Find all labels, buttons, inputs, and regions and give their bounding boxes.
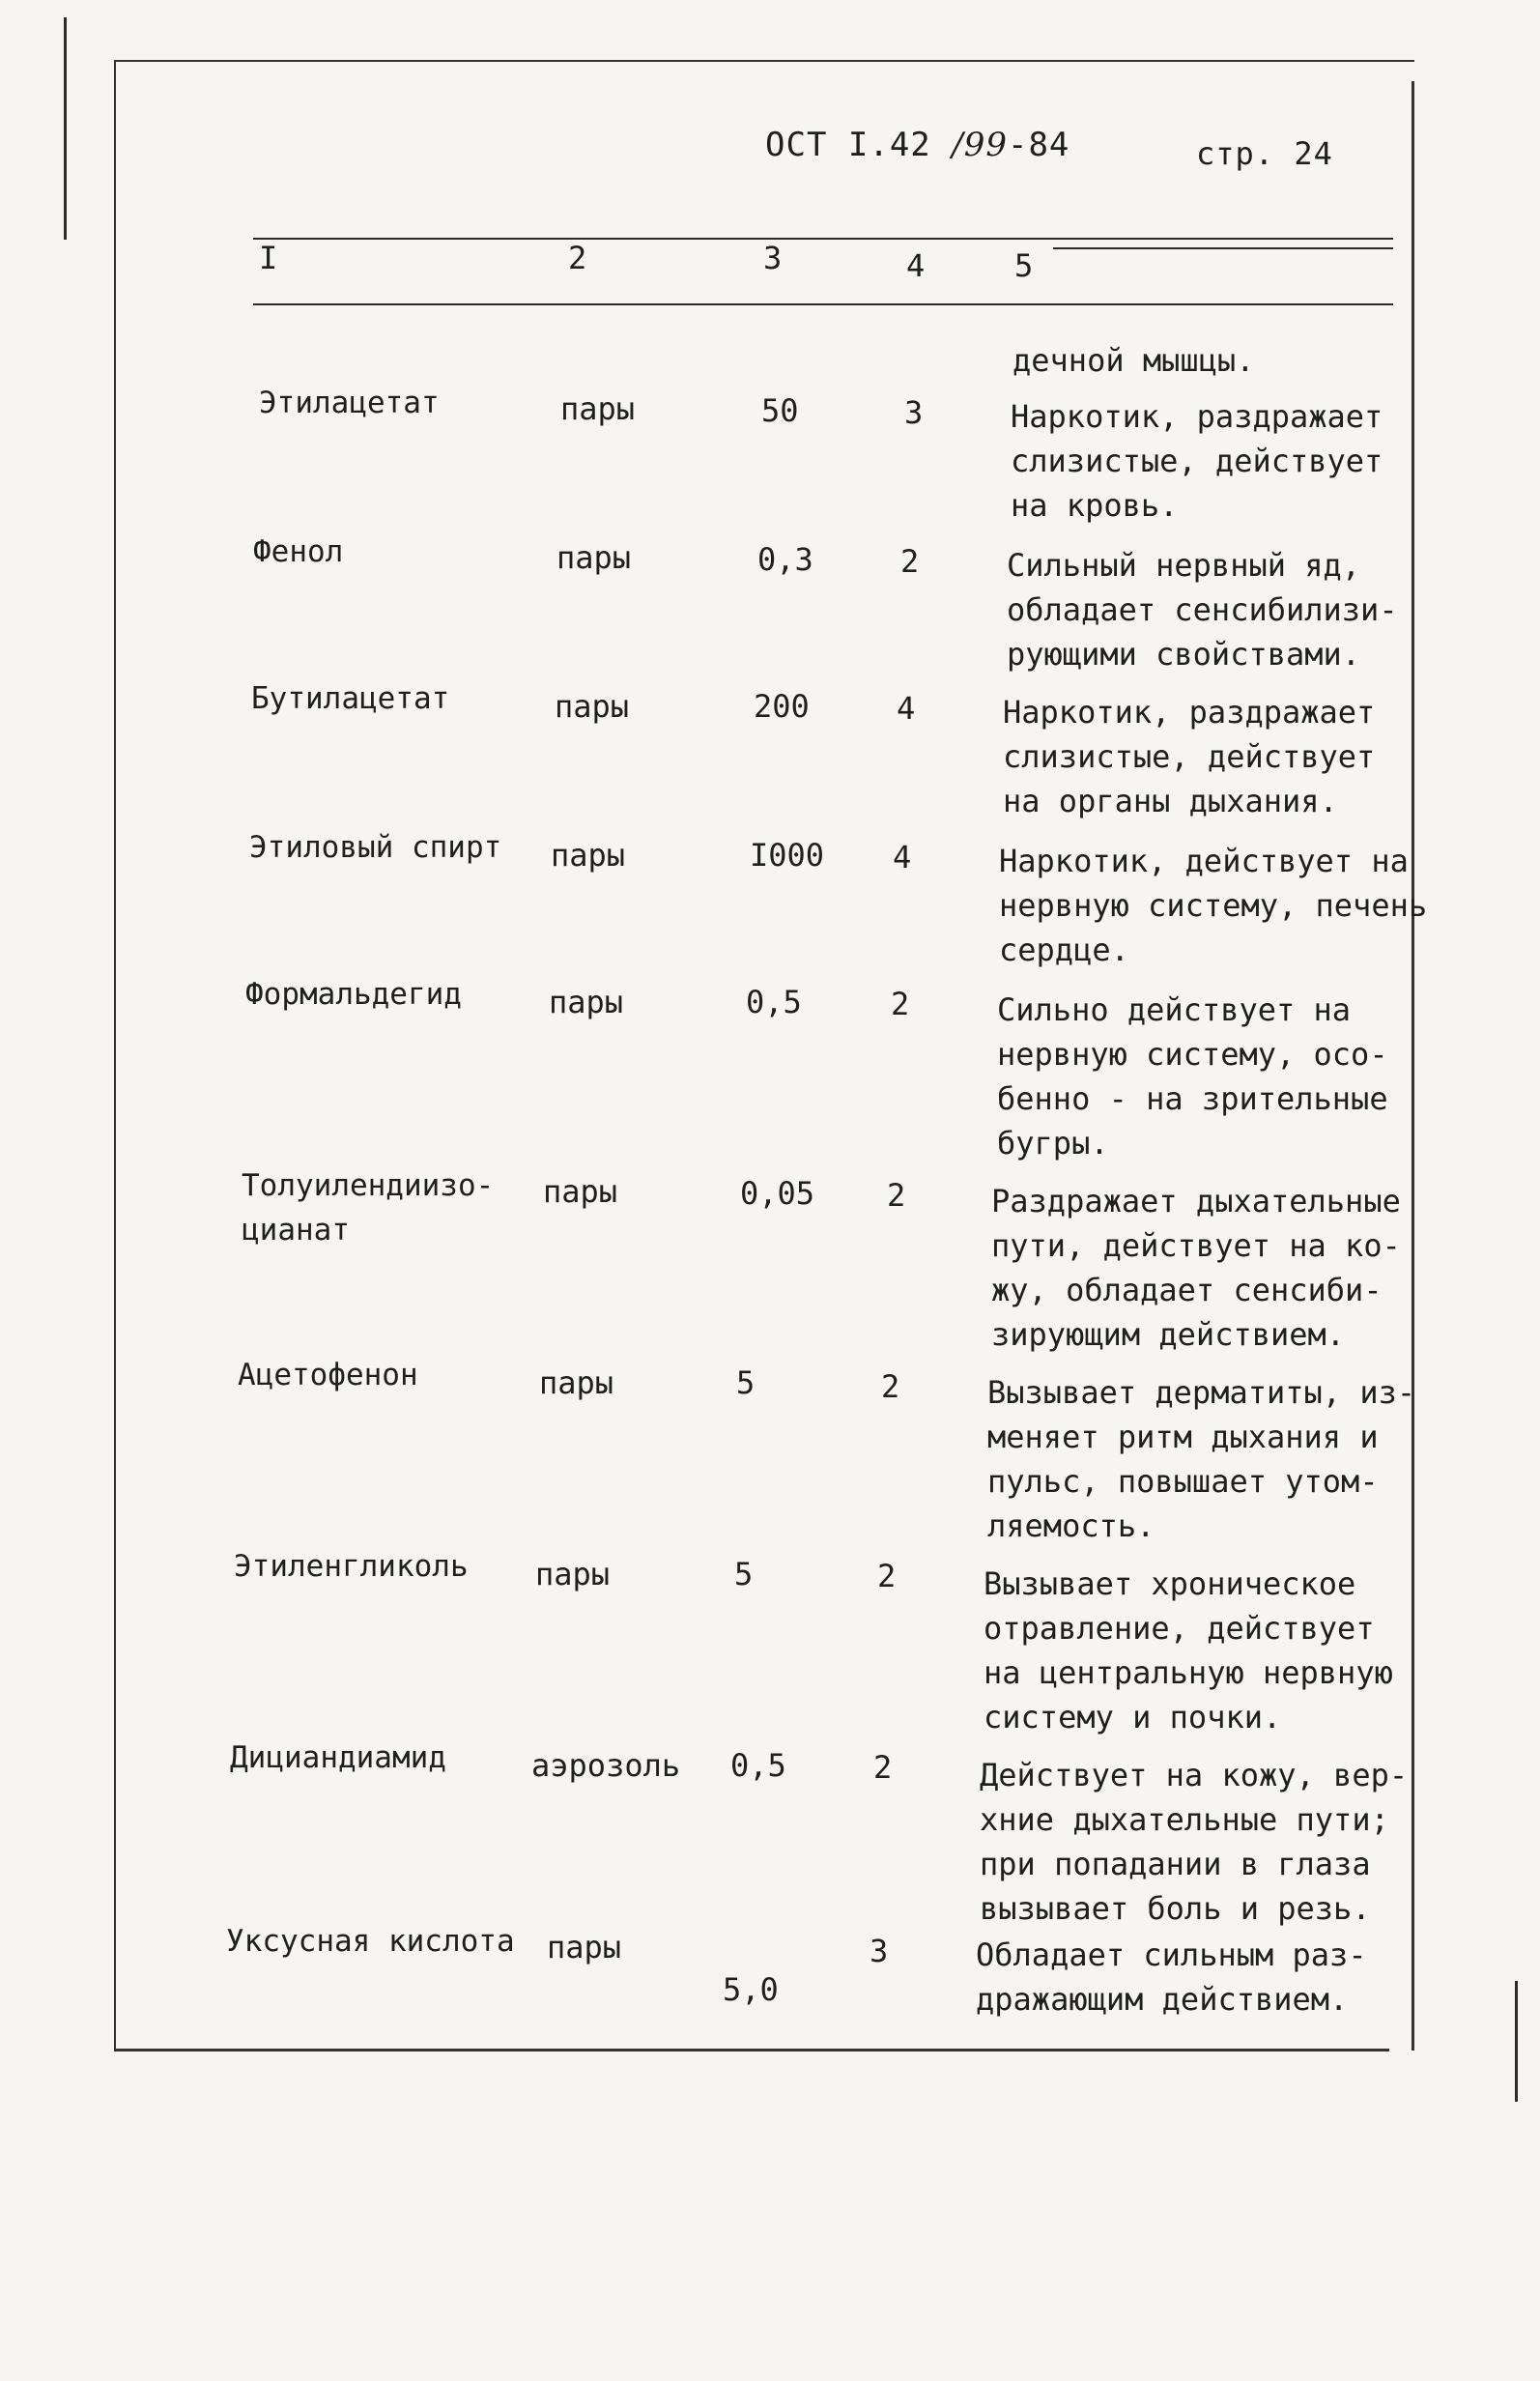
document-code-handwritten: /99 — [952, 126, 1008, 164]
substance-name-line: цианат — [242, 1213, 350, 1248]
concentration: 5 — [734, 1556, 754, 1592]
substance-name: Ацетофенон — [238, 1358, 418, 1392]
frame-bottom-border — [114, 2049, 1389, 2051]
effect-line: сердце. — [999, 932, 1129, 968]
hazard-class: 2 — [900, 543, 920, 580]
effect-line: пульс, повышает утом- — [987, 1463, 1379, 1500]
hazard-class: 2 — [873, 1749, 893, 1786]
aggregate-state: аэрозоль — [531, 1747, 681, 1784]
effect-line: отравление, действует — [984, 1610, 1375, 1647]
column-header-1: I — [259, 240, 278, 276]
effect-line: на органы дыхания. — [1003, 783, 1338, 819]
effect-line: систему и почки. — [984, 1699, 1282, 1736]
aggregate-state: пары — [543, 1173, 618, 1210]
effect-line: рующими свойствами. — [1007, 636, 1361, 673]
table-header-top-rule-double — [1053, 247, 1393, 249]
substance-name: Бутилацетат — [251, 681, 450, 716]
concentration: 0,3 — [757, 541, 813, 578]
substance-name — [242, 1163, 494, 1252]
continuation-text: дечной мышцы. — [1012, 342, 1255, 379]
hazard-class: 3 — [870, 1933, 889, 1969]
frame-top-border — [114, 60, 1414, 62]
aggregate-state: пары — [555, 688, 630, 725]
effect-description — [997, 988, 1388, 1165]
concentration: 0,5 — [730, 1747, 786, 1784]
effect-line: дражающим действием. — [976, 1981, 1349, 2018]
effect-line: слизистые, действует — [1011, 443, 1383, 479]
concentration: 50 — [761, 392, 799, 429]
effect-line: хние дыхательные пути; — [980, 1801, 1389, 1838]
table-header-bottom-rule — [253, 303, 1393, 305]
document-code-suffix: -84 — [1007, 126, 1070, 164]
effect-line: Наркотик, действует на — [999, 843, 1409, 879]
aggregate-state: пары — [556, 539, 632, 576]
substance-name: Этиловый спирт — [249, 830, 502, 865]
effect-line: на центральную нервную — [984, 1654, 1393, 1691]
substance-name: Этилацетат — [259, 386, 440, 420]
right-margin-mark — [1515, 1981, 1518, 2102]
effect-description — [1007, 543, 1398, 676]
document-code-prefix: ОСТ I.42 — [765, 126, 931, 164]
column-header-5: 5 — [1014, 247, 1034, 284]
effect-line: бугры. — [997, 1125, 1109, 1162]
column-header-2: 2 — [568, 240, 587, 276]
effect-line: нервную систему, осо- — [997, 1036, 1388, 1073]
effect-line: Раздражает дыхательные — [991, 1183, 1401, 1219]
effect-line: Обладает сильным раз- — [976, 1936, 1367, 1973]
effect-line: бенно - на зрительные — [997, 1080, 1388, 1117]
effect-line: Сильный нервный яд, — [1007, 547, 1361, 584]
column-header-4: 4 — [906, 247, 926, 284]
aggregate-state: пары — [535, 1556, 611, 1592]
aggregate-state: пары — [551, 837, 626, 874]
table-header-top-rule — [253, 238, 1393, 240]
effect-description — [987, 1370, 1415, 1548]
effect-description — [1003, 690, 1375, 823]
frame-left-border — [114, 60, 116, 2051]
effect-description — [991, 1179, 1401, 1357]
hazard-class: 4 — [897, 690, 916, 727]
substance-name: Уксусная кислота — [226, 1924, 515, 1959]
effect-line: ляемость. — [987, 1507, 1155, 1544]
concentration: 0,05 — [740, 1175, 815, 1212]
concentration: 5 — [736, 1364, 756, 1401]
effect-description — [984, 1562, 1393, 1739]
hazard-class: 2 — [887, 1177, 906, 1214]
effect-line: нервную систему, печень — [999, 887, 1428, 924]
effect-line: на кровь. — [1011, 487, 1179, 524]
effect-description — [980, 1753, 1408, 1931]
effect-line: пути, действует на ко- — [991, 1227, 1401, 1264]
effect-line: Вызывает хроническое — [984, 1565, 1356, 1602]
effect-line: меняет ритм дыхания и — [987, 1419, 1379, 1455]
effect-line: Наркотик, раздражает — [1003, 694, 1376, 731]
document-code — [765, 126, 1069, 164]
aggregate-state: пары — [549, 984, 624, 1020]
effect-description — [999, 839, 1427, 972]
page-number: стр. 24 — [1196, 135, 1333, 172]
hazard-class: 4 — [893, 839, 912, 875]
concentration: I000 — [750, 837, 825, 874]
aggregate-state: пары — [547, 1929, 622, 1965]
concentration: 0,5 — [746, 984, 802, 1020]
substance-name: Дициандиамид — [230, 1740, 446, 1775]
effect-line: обладает сенсибилизи- — [1007, 591, 1398, 628]
effect-line: зирующим действием. — [991, 1316, 1346, 1353]
hazard-class: 2 — [877, 1558, 897, 1594]
substance-name: Этиленгликоль — [234, 1549, 469, 1584]
effect-line: Наркотик, раздражает — [1011, 398, 1383, 435]
frame-right-border — [1412, 81, 1414, 2051]
substance-name: Формальдегид — [245, 977, 462, 1012]
effect-line: при попадании в глаза — [980, 1846, 1371, 1882]
aggregate-state: пары — [560, 390, 636, 427]
hazard-class: 2 — [881, 1368, 900, 1405]
effect-line: вызывает боль и резь. — [980, 1890, 1371, 1927]
concentration: 200 — [754, 688, 810, 725]
effect-line: жу, обладает сенсиби- — [991, 1272, 1383, 1308]
substance-name: Фенол — [253, 534, 344, 569]
column-header-3: 3 — [763, 240, 783, 276]
effect-line: слизистые, действует — [1003, 738, 1376, 775]
effect-line: Действует на кожу, вер- — [980, 1757, 1409, 1793]
concentration: 5,0 — [723, 1971, 779, 2008]
left-margin-line — [64, 17, 67, 240]
effect-description — [1011, 394, 1383, 528]
substance-name-line: Толуилендиизо- — [242, 1168, 495, 1203]
effect-line: Вызывает дерматиты, из- — [987, 1374, 1416, 1411]
hazard-class: 3 — [904, 394, 924, 431]
effect-line: Сильно действует на — [997, 991, 1352, 1028]
effect-description — [976, 1933, 1367, 2022]
hazard-class: 2 — [891, 986, 910, 1022]
aggregate-state: пары — [539, 1364, 614, 1401]
